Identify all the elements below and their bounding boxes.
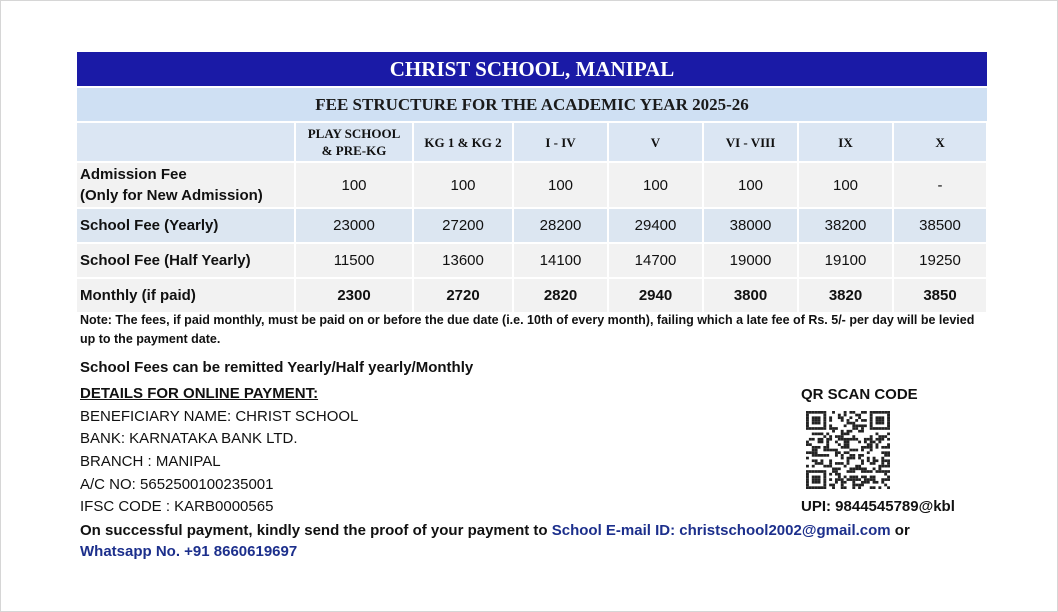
header-blank [77,122,295,162]
fee-cell: 2300 [295,278,413,313]
late-fee-note: Note: The fees, if paid monthly, must be paid on or before the due date (i.e. 10th of every month), failing which a late fee of Rs. 5/- per day will be levied up to the payment date. [80,313,975,346]
fee-table [77,52,988,314]
row-label: Monthly (if paid) [77,278,295,313]
fee-cell: 38200 [798,208,893,243]
account-number: A/C NO: 5652500100235001 [80,476,274,493]
column-header: KG 1 & KG 2 [413,122,513,162]
column-header: PLAY SCHOOL & PRE-KG [295,122,413,162]
upi-id: UPI: 9844545789@kbl [801,498,955,515]
fee-cell: 2820 [513,278,608,313]
qr-label: QR SCAN CODE [801,386,918,403]
column-header: X [893,122,987,162]
bank-name: BANK: KARNATAKA BANK LTD. [80,430,298,447]
row-label: School Fee (Half Yearly) [77,243,295,278]
fee-cell: 29400 [608,208,703,243]
fee-cell: 3800 [703,278,798,313]
fee-cell: 23000 [295,208,413,243]
table-row-yearly-fee [77,208,987,243]
online-payment-heading: DETAILS FOR ONLINE PAYMENT: [80,385,319,402]
fee-cell: 38500 [893,208,987,243]
whatsapp-link[interactable]: Whatsapp No. +91 8660619697 [80,543,298,560]
school-email-link[interactable]: School E-mail ID: christschool2002@gmail.com [551,522,891,539]
fee-cell: 2720 [413,278,513,313]
fee-cell: 100 [798,162,893,208]
fee-cell: - [893,162,987,208]
fee-cell: 19000 [703,243,798,278]
beneficiary-name: BENEFICIARY NAME: CHRIST SCHOOL [80,408,359,425]
column-header: IX [798,122,893,162]
column-header: VI - VIII [703,122,798,162]
qr-code-icon[interactable] [806,411,890,489]
fee-cell: 3850 [893,278,987,313]
fee-cell: 100 [513,162,608,208]
table-row-half-yearly-fee [77,243,987,278]
fee-cell: 14700 [608,243,703,278]
fee-cell: 28200 [513,208,608,243]
footer-text: On successful payment, kindly send the proof of your payment to [80,522,552,539]
table-row-admission-fee [77,162,987,208]
school-name: CHRIST SCHOOL, MANIPAL [77,52,987,87]
fee-structure-title: FEE STRUCTURE FOR THE ACADEMIC YEAR 2025-26 [77,87,987,122]
column-header-row [77,122,987,162]
row-label: Admission Fee (Only for New Admission) [77,162,295,208]
footer-or: or [890,522,910,539]
fee-cell: 38000 [703,208,798,243]
fee-cell: 19100 [798,243,893,278]
fee-cell: 100 [703,162,798,208]
fee-cell: 3820 [798,278,893,313]
payment-proof-instructions [80,520,980,562]
row-label: School Fee (Yearly) [77,208,295,243]
fee-table-container [77,52,987,314]
branch-name: BRANCH : MANIPAL [80,453,221,470]
fee-cell: 13600 [413,243,513,278]
fee-cell: 19250 [893,243,987,278]
fee-cell: 100 [413,162,513,208]
fee-cell: 11500 [295,243,413,278]
qr-code-graphic [806,411,890,489]
fee-cell: 100 [608,162,703,208]
table-row-monthly-fee [77,278,987,313]
ifsc-code: IFSC CODE : KARB0000565 [80,498,274,515]
fee-cell: 14100 [513,243,608,278]
fee-cell: 100 [295,162,413,208]
column-header: V [608,122,703,162]
column-header: I - IV [513,122,608,162]
fee-cell: 27200 [413,208,513,243]
fee-cell: 2940 [608,278,703,313]
remit-info: School Fees can be remitted Yearly/Half yearly/Monthly [80,359,474,376]
